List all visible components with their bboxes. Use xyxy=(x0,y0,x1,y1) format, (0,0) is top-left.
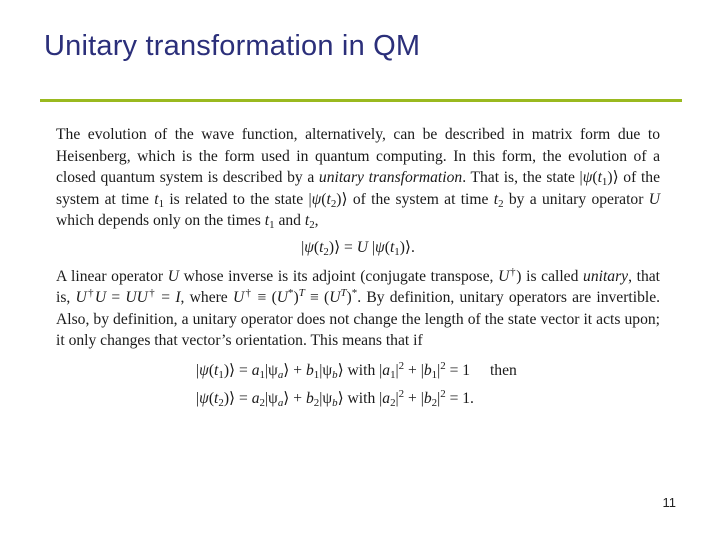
title-divider xyxy=(40,99,682,102)
page-number: 11 xyxy=(662,495,676,510)
then-word: then xyxy=(489,361,517,379)
equation-time-evolution: $|\psi(t_2)⟩ = U$ $|\psi(t_1)⟩$. xyxy=(301,238,415,258)
unitary-transformation-term: unitary transformation xyxy=(318,169,463,187)
equation-state-t2: $|\psi(t_2)⟩$ = $a_2|\psi_a⟩$ + $b_2|\psi_b⟩$ with $|a_2|^2 + |b_2|^2 = 1$. xyxy=(196,387,474,409)
slide-body xyxy=(56,124,660,409)
slide-title: Unitary transformation in QM xyxy=(44,30,421,62)
unitary-term: unitary xyxy=(583,267,629,285)
equation-state-t1: $|\psi(t_1)⟩$ = $a_1|\psi_a⟩$ + $b_1|\psi_b⟩$ with $|a_1|^2 + |b_1|^2 = 1$ then xyxy=(196,359,517,381)
paragraph-unitary-definition: A linear operator U whose inverse is its adjoint (conjugate transpose, U†) is called unitary, that is, U†U = UU† = I, where $U^\dagger \equiv (U^*)^T \equiv (U^T)^*$. By definition, unitary operators are invertible. Also, by definition, a unitary operator does not change the length of the state vector it acts upon; it only changes that vector’s orientation. This means that if xyxy=(56,265,661,350)
paragraph-evolution: The evolution of the wave function, alternatively, can be described in matrix form due to Heisenberg, which is the form used in quantum computing. In this form, the evolution of a closed quantum system is described by a unitary transformation. That is, the state $|\psi(t_1)⟩$ of the system at time $t_1$ is related to the state $|\psi(t_2)⟩$ of the system at time $t_2$ by a unitary operator U which depends only on the times $t_1$ and $t_2$, xyxy=(56,126,660,232)
